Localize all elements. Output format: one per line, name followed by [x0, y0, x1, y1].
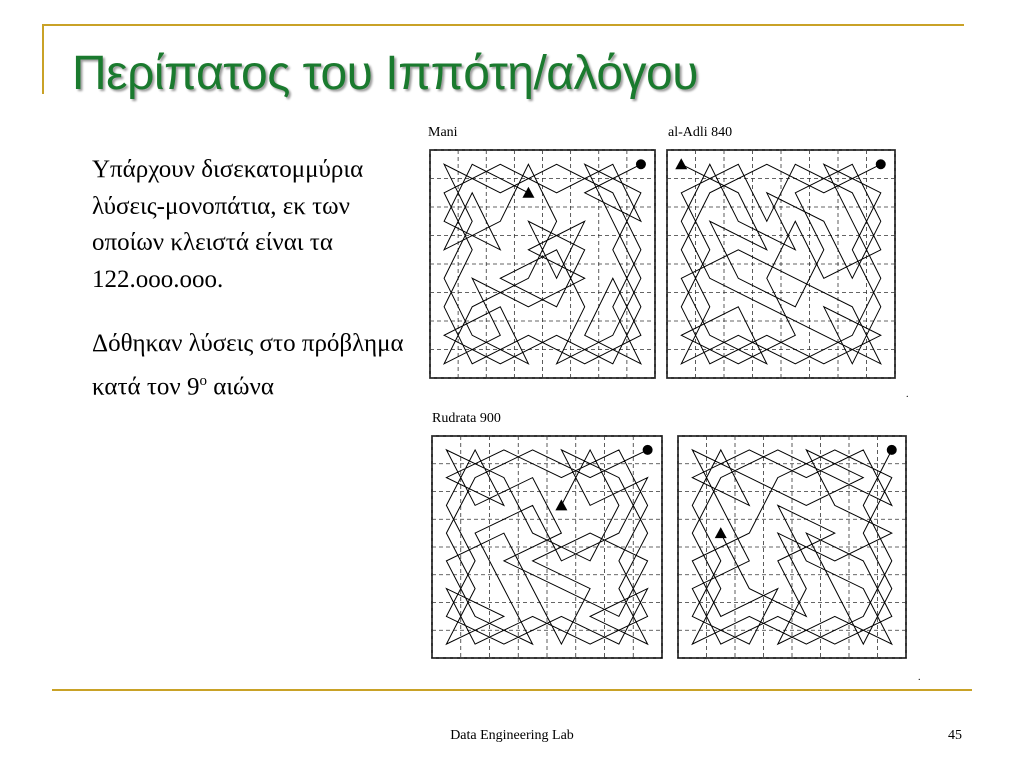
tour-start-dot — [636, 159, 646, 169]
paragraph-solutions: Υπάρχουν δισεκατομμύρια λύσεις-μονοπάτια, εκ των οποίων κλειστά είναι τα 122.ooo.ooo. — [92, 156, 364, 293]
dot-mark: . — [918, 672, 921, 683]
superscript-o: ο — [199, 372, 207, 389]
tour-start-dot — [643, 445, 653, 455]
page-number: 45 — [948, 728, 962, 743]
boards-group — [430, 150, 906, 658]
slide-title: Περίπατος του Ιππότη/αλόγου — [72, 47, 698, 100]
label-rudrata: Rudrata 900 — [432, 411, 501, 426]
footer-lab-name: Data Engineering Lab — [450, 728, 574, 743]
paragraph-history-tail: αιώνα — [206, 372, 274, 400]
tour-start-dot — [876, 159, 886, 169]
knight-tours-svg — [420, 120, 920, 685]
dot-mark: . — [906, 389, 909, 400]
frame-left-rule — [42, 24, 44, 94]
paragraph-history — [92, 326, 412, 405]
frame-top-rule — [42, 24, 964, 26]
label-al-adli: al-Adli 840 — [668, 125, 733, 140]
footer-rule — [52, 689, 972, 691]
body-text — [92, 152, 412, 433]
tour-start-dot — [887, 445, 897, 455]
paragraph-history-text: Δόθηκαν λύσεις στο πρόβλημα κατά τον 9 — [92, 330, 404, 400]
label-mani: Mani — [428, 125, 458, 140]
knight-tour-figure — [420, 120, 920, 685]
